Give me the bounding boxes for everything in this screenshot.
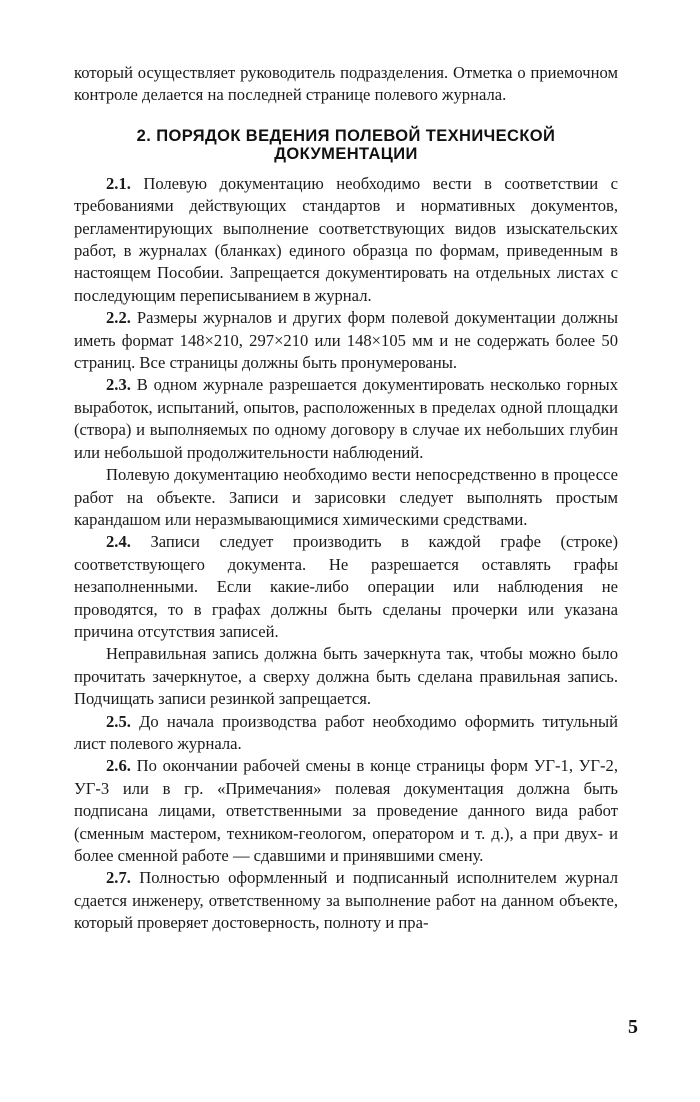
paragraph-text: В одном журнале разрешается документировать несколько горных выработок, испытаний, опытов, расположенных в пределах одной площадки (створа) и выполняемых по одному договору в случае их небольших глубин или небольшой продолжительности наблюдений. [74, 375, 618, 462]
intro-paragraph: который осуществляет руководитель подразделения. Отметка о приемочном контроле делается на последней странице полевого журнала. [74, 63, 618, 105]
paragraph-text: Размеры журналов и других форм полевой документации должны иметь формат 148×210, 297×210 или 148×105 мм и не содержать более 50 страниц. Все страницы должны быть пронумерованы. [74, 308, 618, 373]
paragraph-text: До начала производства работ необходимо оформить титульный лист полевого журнала. [74, 711, 618, 753]
paragraph-text: Полностью оформленный и подписанный исполнителем журнал сдается инженеру, ответственному за выполнение работ на данном объекте, который проверяет достоверность, полноту и пра- [74, 868, 618, 933]
section-title-line1: 2. ПОРЯДОК ВЕДЕНИЯ ПОЛЕВОЙ ТЕХНИЧЕСКОЙ [136, 126, 556, 145]
paragraph-text: Полевую документацию необходимо вести непосредственно в процессе работ на объекте. Записи и зарисовки следует выполнять простым карандашом или неразмывающимися химическими средствами. [74, 465, 618, 529]
paragraph-2-3 [74, 374, 618, 464]
paragraph-number: 2.5. [106, 711, 131, 731]
paragraph-2-4 [74, 531, 618, 643]
paragraph-number: 2.2. [106, 308, 131, 328]
paragraph-text: Полевую документацию необходимо вести в соответствии с требованиями действующих стандартов и нормативных документов, регламентирующих выполнение соответствующих видов изыскательских работ, в журналах (бланках) единого образца по формам, приведенным в настоящем Пособии. Запрещается документировать на отдельных листах с последующим переписыванием в журнал. [74, 173, 618, 305]
paragraph-number: 2.6. [106, 756, 131, 776]
paragraph-2-3-continued [74, 464, 618, 531]
paragraph-text: Записи следует производить в каждой графе (строке) соответствующего документа. Не разрешается оставлять графы незаполненными. Если какие-либо операции или наблюдения не проводятся, то в графах должны быть сделаны прочерки или указана причина отсутствия записей. [74, 532, 618, 641]
paragraph-number: 2.7. [106, 868, 131, 888]
paragraph-2-5 [74, 711, 618, 756]
paragraph-text: По окончании рабочей смены в конце страницы форм УГ-1, УГ-2, УГ-3 или в гр. «Примечания» полевая документация должна быть подписана лицами, ответственными за проведение данного вида работ (сменным мастером, техником-геологом, оператором и т. д.), а при двух- и более сменной работе — сдавшими и принявшими смену. [74, 756, 618, 865]
paragraph-2-7 [74, 867, 618, 934]
section-title-line2: ДОКУМЕНТАЦИИ [274, 144, 418, 163]
paragraph-2-1 [74, 173, 618, 307]
page-number: 5 [628, 1016, 638, 1038]
paragraph-number: 2.4. [106, 532, 131, 552]
section-title [74, 127, 618, 163]
paragraph-2-2 [74, 307, 618, 374]
paragraph-2-6 [74, 755, 618, 867]
paragraph-2-4-continued [74, 643, 618, 710]
paragraph-text: Неправильная запись должна быть зачеркнута так, чтобы можно было прочитать зачеркнутое, а сверху должна быть сделана правильная запись. Подчищать записи резинкой запрещается. [74, 644, 618, 709]
document-page [74, 62, 618, 935]
paragraph-number: 2.3. [106, 375, 131, 395]
paragraph-number: 2.1. [106, 173, 131, 193]
